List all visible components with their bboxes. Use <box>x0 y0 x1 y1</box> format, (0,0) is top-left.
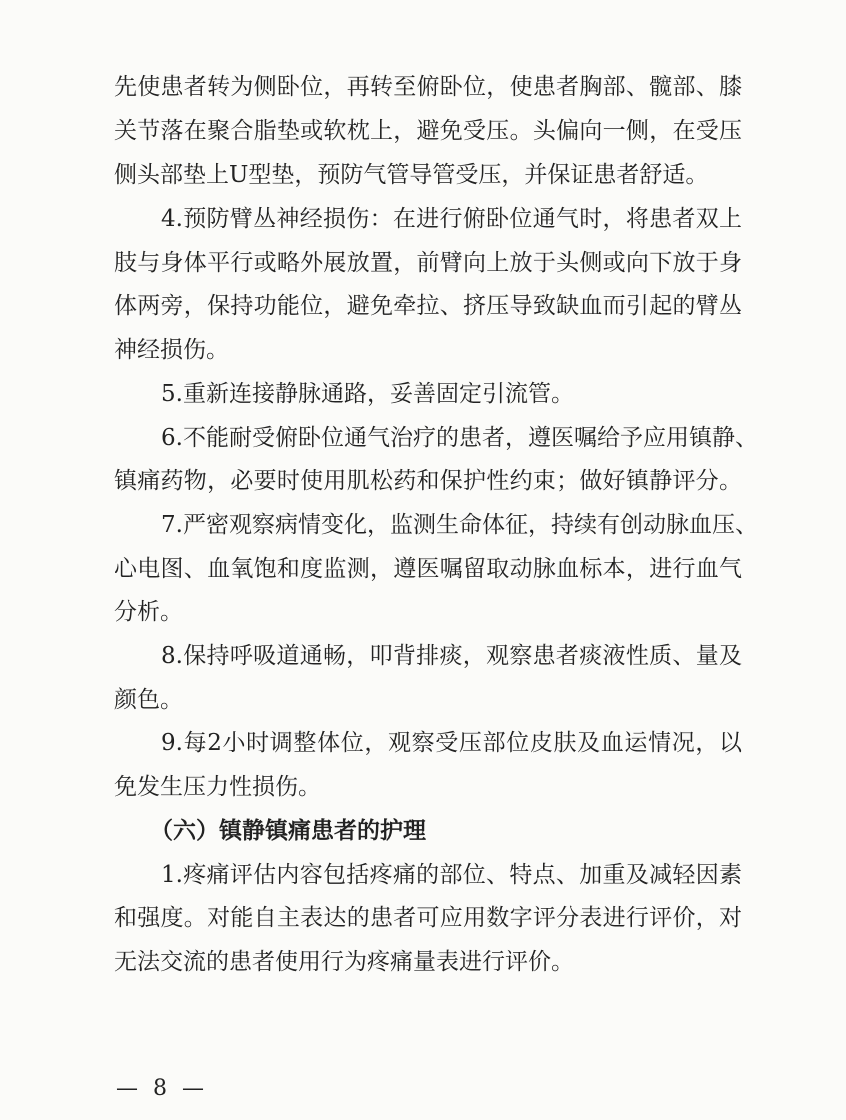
text-line-1: 先使患者转为侧卧位，再转至俯卧位，使患者胸部、髋部、膝 <box>114 74 742 100</box>
text-line-21: 无法交流的患者使用行为疼痛量表进行评价。 <box>114 949 574 975</box>
section-heading: （六）镇静镇痛患者的护理 <box>150 817 426 844</box>
text-line-20: 和强度。对能自主表达的患者可应用数字评分表进行评价，对 <box>114 905 742 931</box>
text-line-19: 1.疼痛评估内容包括疼痛的部位、特点、加重及减轻因素 <box>161 862 742 888</box>
text-line-9: 6.不能耐受俯卧位通气治疗的患者，遵医嘱给予应用镇静、 <box>161 425 758 451</box>
text-line-8: 5.重新连接静脉通路，妥善固定引流管。 <box>161 381 574 407</box>
text-line-11: 7.严密观察病情变化，监测生命体征，持续有创动脉血压、 <box>161 512 758 538</box>
text-line-12: 心电图、血氧饱和度监测，遵医嘱留取动脉血标本，进行血气 <box>114 556 742 582</box>
page-number: — 8 — <box>116 1076 208 1101</box>
text-line-3: 侧头部垫上U型垫，预防气管导管受压，并保证患者舒适。 <box>114 162 709 188</box>
text-line-7: 神经损伤。 <box>114 337 229 363</box>
text-line-13: 分析。 <box>114 599 183 625</box>
text-line-5: 肢与身体平行或略外展放置，前臂向上放于头侧或向下放于身 <box>114 250 742 276</box>
text-line-6: 体两旁，保持功能位，避免牵拉、挤压导致缺血而引起的臂丛 <box>114 293 742 319</box>
text-line-4: 4.预防臂丛神经损伤：在进行俯卧位通气时，将患者双上 <box>161 206 742 232</box>
text-line-14: 8.保持呼吸道通畅，叩背排痰，观察患者痰液性质、量及 <box>161 643 742 669</box>
text-line-2: 关节落在聚合脂垫或软枕上，避免受压。头偏向一侧，在受压 <box>114 118 742 144</box>
text-line-10: 镇痛药物，必要时使用肌松药和保护性约束；做好镇静评分。 <box>114 468 742 494</box>
text-line-17: 免发生压力性损伤。 <box>114 774 321 800</box>
text-line-16: 9.每2小时调整体位，观察受压部位皮肤及血运情况，以 <box>161 730 742 756</box>
text-line-15: 颜色。 <box>114 687 183 713</box>
